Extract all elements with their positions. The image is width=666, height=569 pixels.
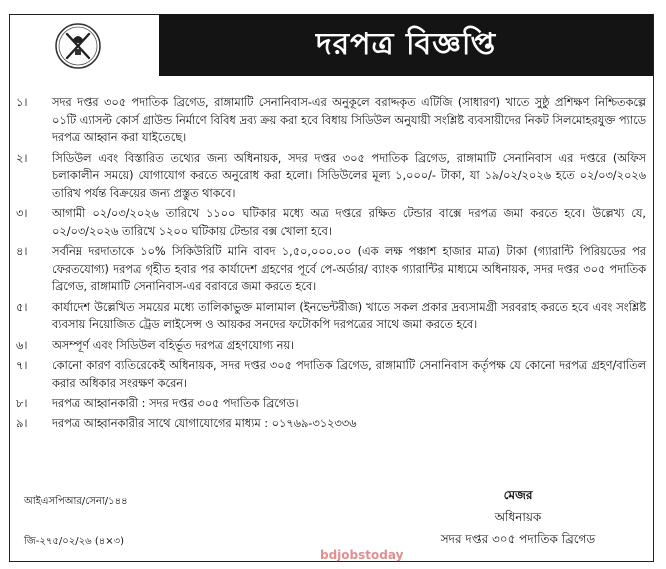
- reference-code: আইএসপিআর/সেনা/১৪৪: [24, 496, 128, 507]
- item-text: দরপত্র আহ্বানকারীর সাথে যোগাযোগের মাধ্যম : ০১৭৬৯-৩১২৩৩৬: [52, 417, 357, 431]
- list-item: [16, 299, 646, 334]
- list-item: [16, 337, 646, 355]
- list-item: [16, 357, 646, 392]
- item-number: ৪।: [16, 245, 28, 259]
- list-item: [16, 94, 646, 147]
- item-text: দরপত্র আহ্বানকারী : সদর দপ্তর ৩০৫ পদাতিক ব্রিগেড।: [52, 397, 299, 411]
- signatory-designation: অধিনায়ক: [494, 510, 542, 524]
- list-item: [16, 243, 646, 296]
- list-item: [16, 205, 646, 240]
- notice-items: [16, 94, 646, 433]
- item-number: ৭।: [16, 359, 28, 373]
- army-emblem-icon: [55, 23, 101, 69]
- footer-code: জি-২৭৫/০২/২৬ (৪×৩): [24, 536, 125, 547]
- item-number: ২।: [16, 151, 28, 165]
- item-number: ১।: [16, 96, 28, 109]
- signatory-office: সদর দপ্তর ৩০৫ পদাতিক ব্রিগেড: [440, 532, 596, 546]
- item-text: অসম্পূর্ণ এবং সিডিউল বহির্ভূত দরপত্র গ্রহণযোগ্য নয়।: [52, 338, 295, 352]
- title-banner: [159, 14, 653, 76]
- signatory-rank: মেজর: [503, 488, 533, 502]
- item-text: সিডিউল এবং বিস্তারিত তথ্যের জন্য অধিনায়ক, সদর দপ্তর ৩০৫ পদাতিক ব্রিগেড, রাঙ্গামাটি সেনানিবাস এর দপ্তরে (অফিস চলাকালীন সময়ে) যোগাযোগ করতে অনুরোধ করা হলো। সিডিউলের মূল্য ১,০০০/- টাকা, যা ১৯/০২/২০২৬ হতে ০২/০৩/২০২৬ তারিখ পর্যন্ত বিক্রয়ের জন্য প্রস্তুত থাকবে।: [52, 151, 646, 200]
- item-number: ৫।: [16, 300, 28, 314]
- item-number: ৯।: [16, 417, 28, 431]
- list-item: [16, 395, 646, 413]
- item-text: সদর দপ্তর ৩০৫ পদাতিক ব্রিগেড, রাঙ্গামাটি সেনানিবাস-এর অনুকূলে বরাদ্দকৃত এটিজি (সাধারণ) খাতে সুষ্ঠু প্রশিক্ষণ নিশ্চিতকল্পে ০১টি এ্যাসল্ট কোর্স গ্রাউন্ড নির্মাণে বিবিধ দ্রব্য ক্রয় করা হবে বিধায় সিডিউল অনুযায়ী সংশ্লিষ্ট ব্যবসায়ীদের নিকট সিলমোহরযুক্ত প্যাডে দরপত্র আহ্বান করা যাইতেছে।: [52, 96, 646, 145]
- item-text: সর্বনিম্ন দরদাতাকে ১০% সিকিউরিটি মানি বাবদ ১,৫০,০০০.০০ (এক লক্ষ পঞ্চাশ হাজার মাত্র) টাকা (গ্যারান্টি পিরিয়ডের পর ফেরতযোগ্য) দরপত্র গৃহীত হবার পর কার্যাদেশ গ্রহণের পূর্বে পে-অর্ডার/ ব্যাংক গ্যারান্টির মাধ্যমে অধিনায়ক, সদর দপ্তর ৩০৫ পদাতিক ব্রিগেড, রাঙ্গামাটি সেনানিবাস-এর বরাবরে জমা করতে হবে।: [52, 245, 646, 294]
- item-number: ৩।: [16, 207, 28, 221]
- item-text: কার্যাদেশ উল্লেখিত সময়ের মধ্যে তালিকাভুক্ত মালামাল (ইনভেন্টরীজ) খাতে সকল প্রকার দ্রব্যসামগ্রী সরবরাহ করতে হবে এবং সংশ্লিষ্ট ব্যবসায় নিয়োজিত ট্রেড লাইসেন্স ও আয়কর সনদের ফটোকপি দরপত্রের সাথে জমা করতে হবে।: [52, 300, 646, 332]
- item-text: আগামী ০২/০৩/২০২৬ তারিখে ১১০০ ঘটিকার মধ্যে অত্র দপ্তরে রক্ষিত টেন্ডার বাক্সে দরপত্র জমা করতে হবে। উল্লেখ্য যে, ০২/০৩/২০২৬ তারিখে ১২০০ ঘটিকায় টেন্ডার বক্স খোলা হবে।: [52, 207, 646, 238]
- page-title: দরপত্র বিজ্ঞপ্তি: [315, 26, 497, 62]
- list-item: [16, 150, 646, 203]
- list-item: [16, 415, 646, 433]
- item-number: ৮।: [16, 397, 28, 411]
- signature-block: [418, 484, 618, 550]
- item-text: কোনো কারণ ব্যতিরেকেই অধিনায়ক, সদর দপ্তর ৩০৫ পদাতিক ব্রিগেড, রাঙ্গামাটি সেনানিবাস কর্তৃপক্ষ যে কোনো দরপত্র গ্রহণ/বাতিল করার অধিকার সংরক্ষণ করেন।: [52, 359, 646, 390]
- watermark: bdjobstoday: [320, 548, 404, 562]
- item-number: ৬।: [16, 338, 28, 352]
